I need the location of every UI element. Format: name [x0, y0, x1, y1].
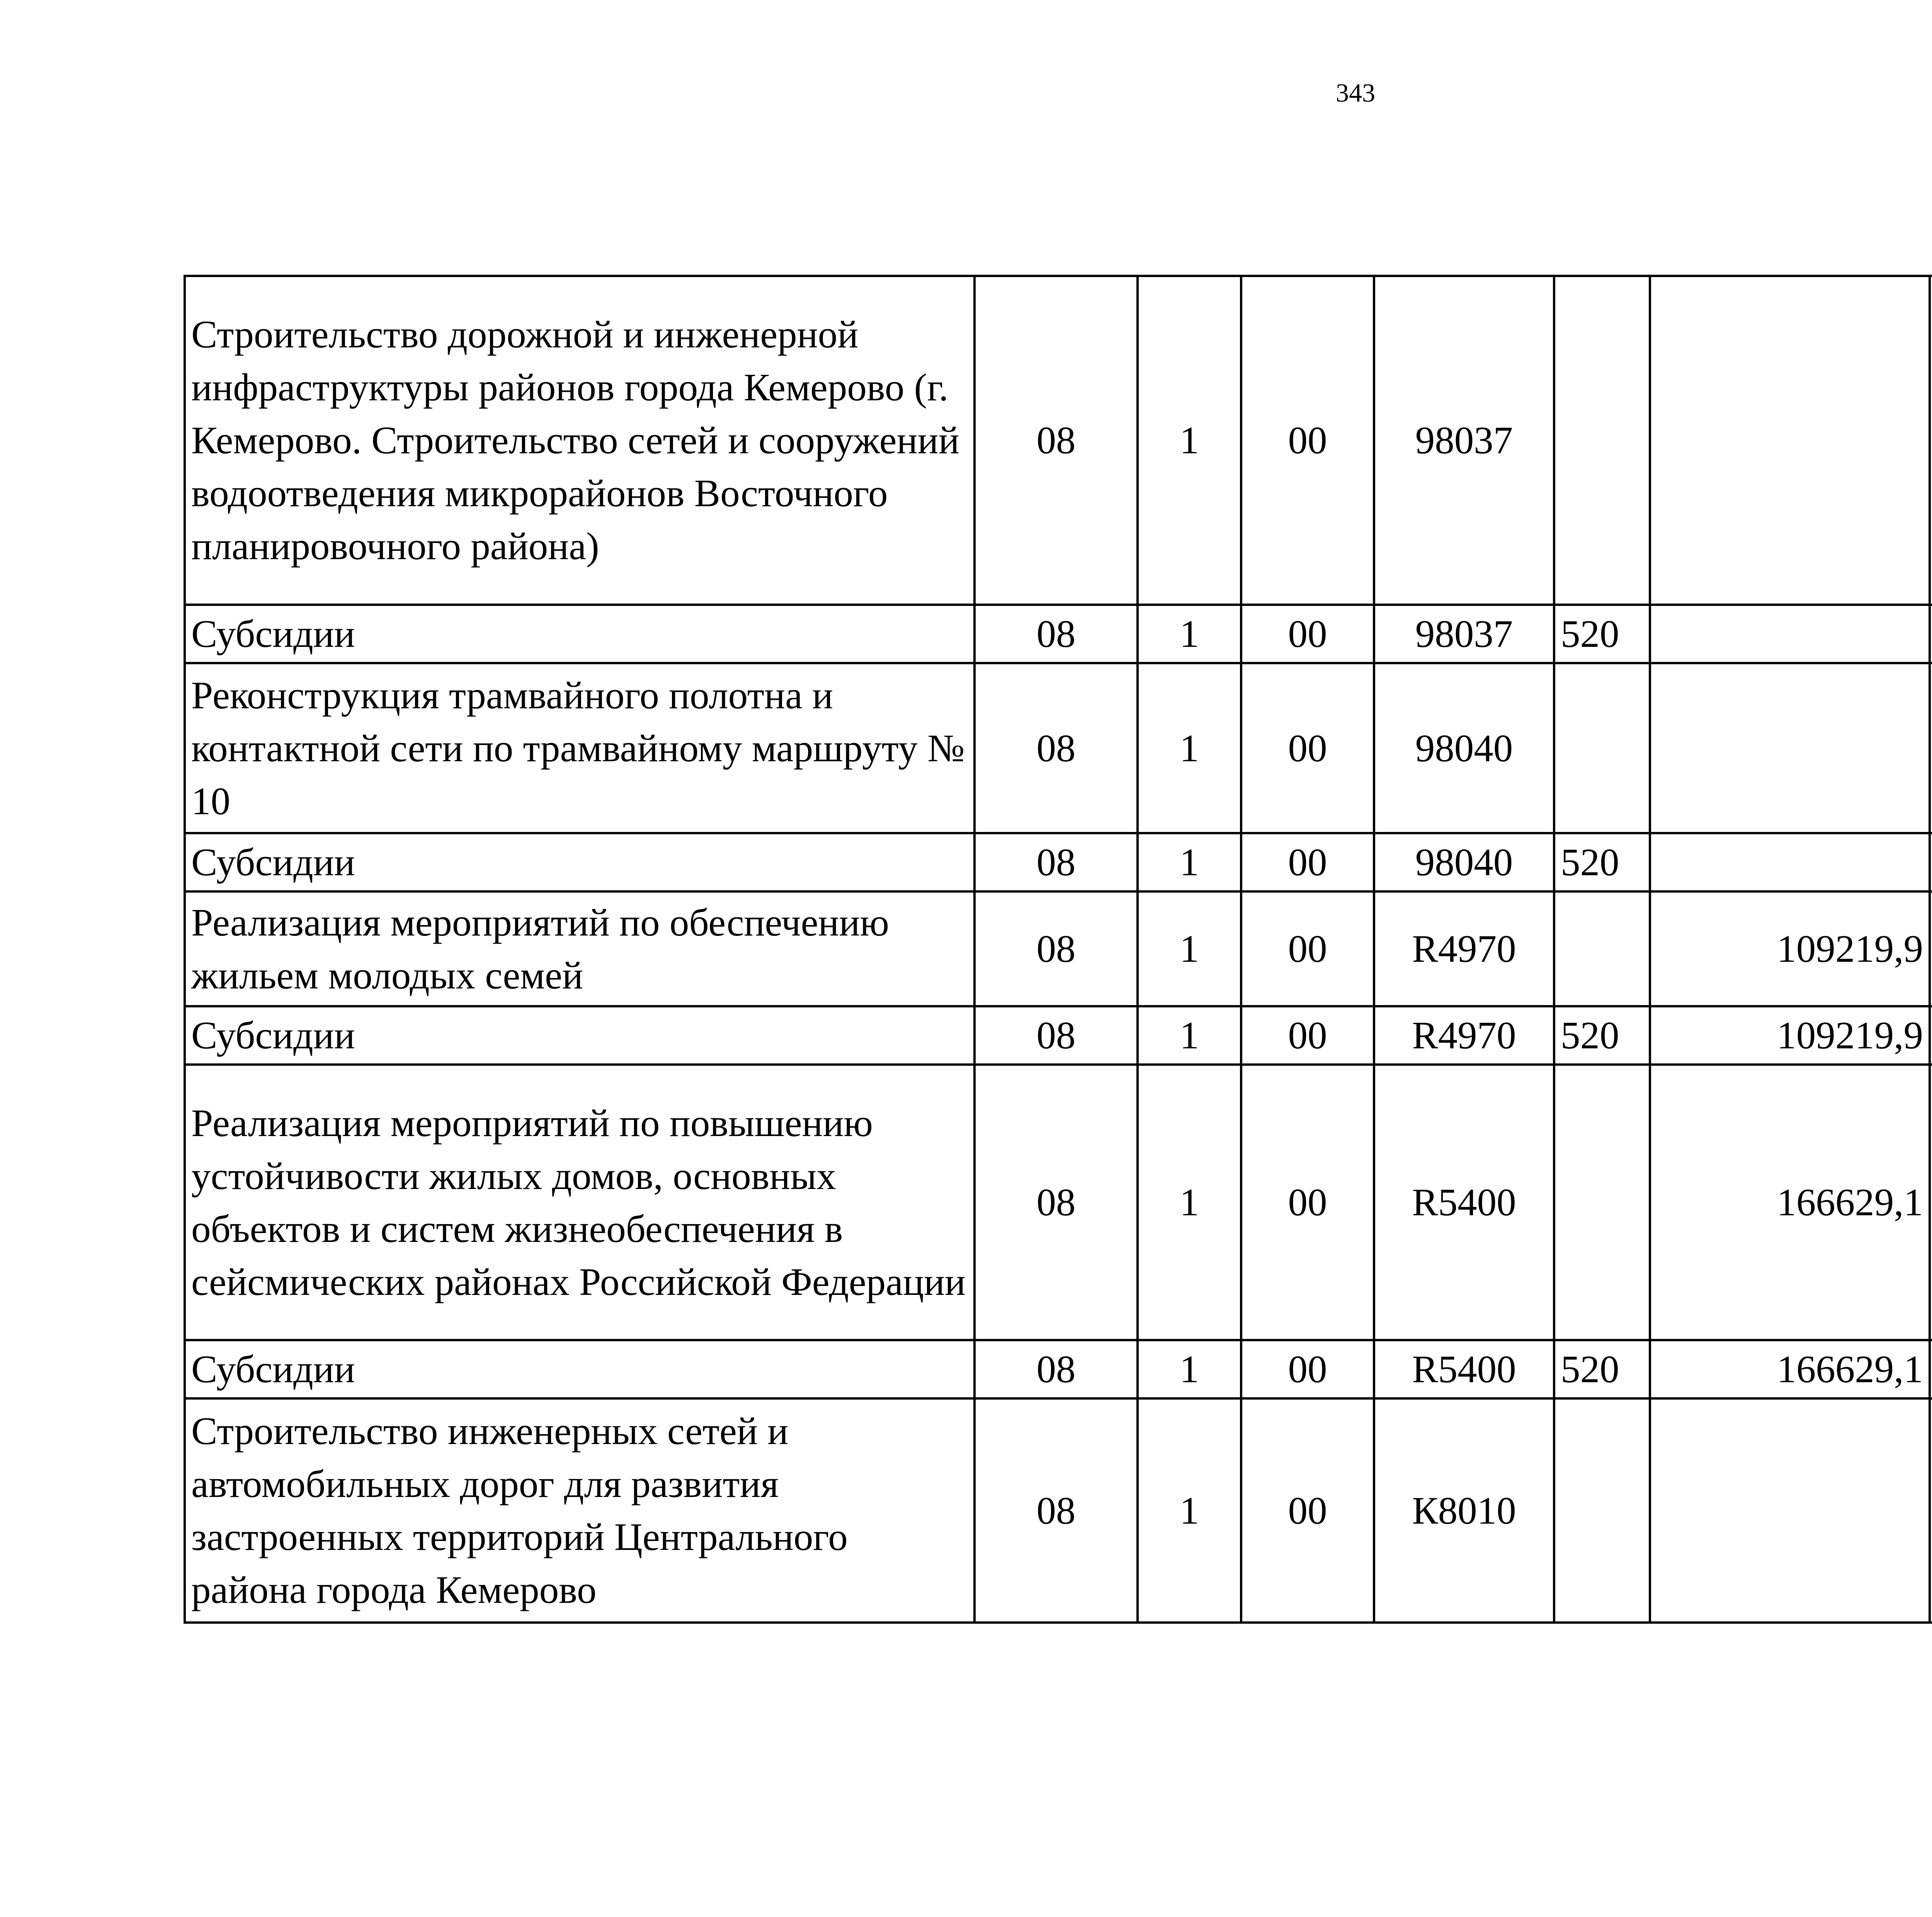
direction-code: 98037: [1374, 605, 1554, 663]
subprogram-code: 00: [1241, 1006, 1374, 1065]
subprogram-code: 00: [1241, 1065, 1374, 1340]
subprogram-code: 00: [1241, 276, 1374, 605]
amount-year1: 166629,1: [1650, 1340, 1930, 1398]
row-name: Субсидии: [185, 1006, 975, 1065]
amount-year1: [1650, 833, 1930, 891]
row-name: Реализация мероприятий по обеспечению жильем молодых семей: [185, 891, 975, 1006]
program-code: 1: [1138, 833, 1241, 891]
subprogram-code: 00: [1241, 891, 1374, 1006]
program-code: 1: [1138, 1065, 1241, 1340]
amount-year1: [1650, 663, 1930, 833]
row-name: Реконструкция трамвайного полотна и контактной сети по трамвайному маршруту № 10: [185, 663, 975, 833]
row-name: Строительство дорожной и инженерной инфраструктуры районов города Кемерово (г. Кемерово. Строительство сетей и сооружений водоотведения микрорайонов Восточного планировочного района): [185, 276, 975, 605]
row-name: Строительство инженерных сетей и автомобильных дорог для развития застроенных территорий Центрального района города Кемерово: [185, 1398, 975, 1623]
section-code: 08: [975, 1398, 1138, 1623]
table-row: [185, 276, 1932, 605]
program-code: 1: [1138, 891, 1241, 1006]
amount-year1: 109219,9: [1650, 1006, 1930, 1065]
amount-year1: 166629,1: [1650, 1065, 1930, 1340]
section-code: 08: [975, 1340, 1138, 1398]
amount-year2: [1930, 605, 1932, 663]
amount-year1: [1650, 605, 1930, 663]
table-row: [185, 1340, 1932, 1398]
table-row: [185, 833, 1932, 891]
program-code: 1: [1138, 276, 1241, 605]
direction-code: R4970: [1374, 891, 1554, 1006]
expense-type-code: [1554, 891, 1650, 1006]
expense-type-code: 520: [1554, 833, 1650, 891]
expense-type-code: 520: [1554, 1340, 1650, 1398]
direction-code: 98037: [1374, 276, 1554, 605]
section-code: 08: [975, 1006, 1138, 1065]
expense-type-code: [1554, 1065, 1650, 1340]
expense-type-code: 520: [1554, 605, 1650, 663]
table-row: [185, 1398, 1932, 1623]
amount-year2: [1930, 663, 1932, 833]
expense-type-code: [1554, 1398, 1650, 1623]
table-row: [185, 663, 1932, 833]
direction-code: R5400: [1374, 1340, 1554, 1398]
program-code: 1: [1138, 1398, 1241, 1623]
subprogram-code: 00: [1241, 1398, 1374, 1623]
section-code: 08: [975, 276, 1138, 605]
amount-year2: [1930, 1398, 1932, 1623]
row-name: Субсидии: [185, 1340, 975, 1398]
page-number: 343: [1336, 78, 1375, 107]
section-code: 08: [975, 605, 1138, 663]
row-name: Субсидии: [185, 605, 975, 663]
program-code: 1: [1138, 605, 1241, 663]
amount-year1: [1650, 276, 1930, 605]
budget-table: [184, 275, 1932, 1624]
program-code: 1: [1138, 663, 1241, 833]
section-code: 08: [975, 1065, 1138, 1340]
direction-code: 98040: [1374, 833, 1554, 891]
expense-type-code: [1554, 276, 1650, 605]
amount-year2: [1930, 1340, 1932, 1398]
expense-type-code: 520: [1554, 1006, 1650, 1065]
subprogram-code: 00: [1241, 833, 1374, 891]
row-name: Реализация мероприятий по повышению устойчивости жилых домов, основных объектов и систем жизнеобеспечения в сейсмических районах Российской Федерации: [185, 1065, 975, 1340]
table-row: [185, 1065, 1932, 1340]
table-row: [185, 1006, 1932, 1065]
program-code: 1: [1138, 1006, 1241, 1065]
section-code: 08: [975, 833, 1138, 891]
subprogram-code: 00: [1241, 605, 1374, 663]
table-row: [185, 891, 1932, 1006]
amount-year1: 109219,9: [1650, 891, 1930, 1006]
amount-year1: [1650, 1398, 1930, 1623]
subprogram-code: 00: [1241, 663, 1374, 833]
direction-code: 98040: [1374, 663, 1554, 833]
amount-year2: [1930, 833, 1932, 891]
section-code: 08: [975, 663, 1138, 833]
program-code: 1: [1138, 1340, 1241, 1398]
amount-year2: [1930, 276, 1932, 605]
expense-type-code: [1554, 663, 1650, 833]
subprogram-code: 00: [1241, 1340, 1374, 1398]
direction-code: К8010: [1374, 1398, 1554, 1623]
amount-year2: [1930, 1006, 1932, 1065]
row-name: Субсидии: [185, 833, 975, 891]
table-row: [185, 605, 1932, 663]
amount-year2: [1930, 1065, 1932, 1340]
direction-code: R5400: [1374, 1065, 1554, 1340]
section-code: 08: [975, 891, 1138, 1006]
direction-code: R4970: [1374, 1006, 1554, 1065]
amount-year2: [1930, 891, 1932, 1006]
